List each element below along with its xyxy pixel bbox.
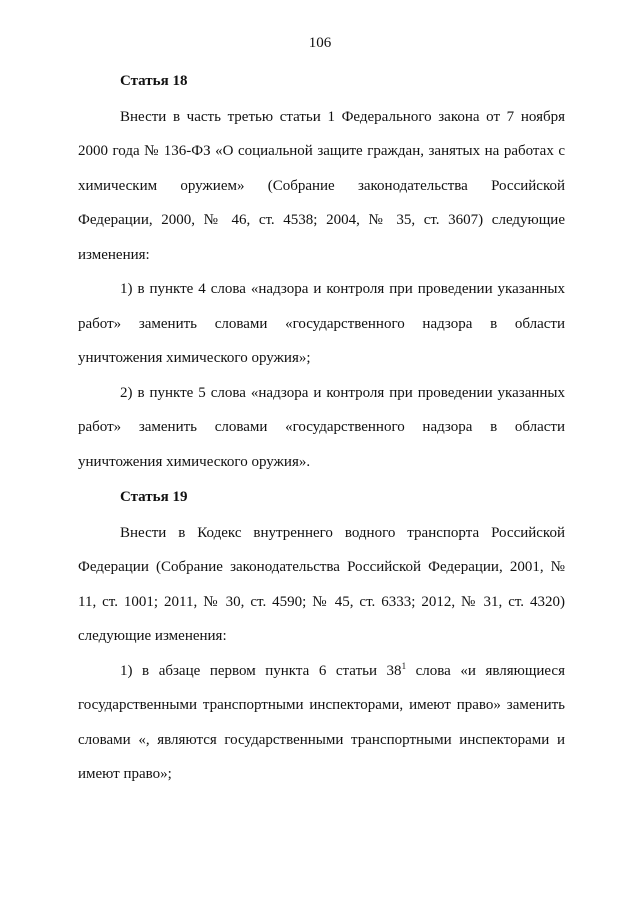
article-18	[78, 64, 565, 479]
article-19-item-1	[78, 654, 565, 792]
article-19-heading: Статья 19	[120, 489, 188, 505]
article-19-intro: Внести в Кодекс внутреннего водного транспорта Российской Федерации (Собрание законодательства Российской Федерации, 2001, № 11, ст. 1001; 2011, № 30, ст. 4590; № 45, ст. 6333; 2012, № 31, ст. 4320) следующие изменения:	[78, 524, 565, 644]
article-18-item-2: 2) в пункте 5 слова «надзора и контроля при проведении указанных работ» заменить словами «государственного надзора в области уничтожения химического оружия».	[78, 384, 565, 470]
article-18-item-1: 1) в пункте 4 слова «надзора и контроля при проведении указанных работ» заменить словами «государственного надзора в области уничтожения химического оружия»;	[78, 281, 565, 366]
article-19-item-1-text-start: 1) в абзаце первом пункта 6 статьи 38	[120, 662, 402, 679]
page-number: 106	[308, 35, 332, 51]
article-18-intro: Внести в часть третью статьи 1 Федерального закона от 7 ноября 2000 года № 136-ФЗ «О социальной защите граждан, занятых на работах с химическим оружием» (Собрание законодательства Российской Федерации, 2000, № 46, ст. 4538; 2004, № 35, ст. 3607) следующие изменения:	[78, 108, 565, 263]
article-18-heading: Статья 18	[120, 73, 188, 89]
article-19-item-1-text-end: слова «и являющиеся государственными транспортными инспекторами, имеют право» заменить словами «, являются государственными транспортными инспекторами и имеют право»;	[78, 662, 565, 782]
article-19-item-1-superscript: 1	[401, 660, 407, 671]
article-19	[78, 480, 565, 792]
document-body	[78, 64, 565, 792]
